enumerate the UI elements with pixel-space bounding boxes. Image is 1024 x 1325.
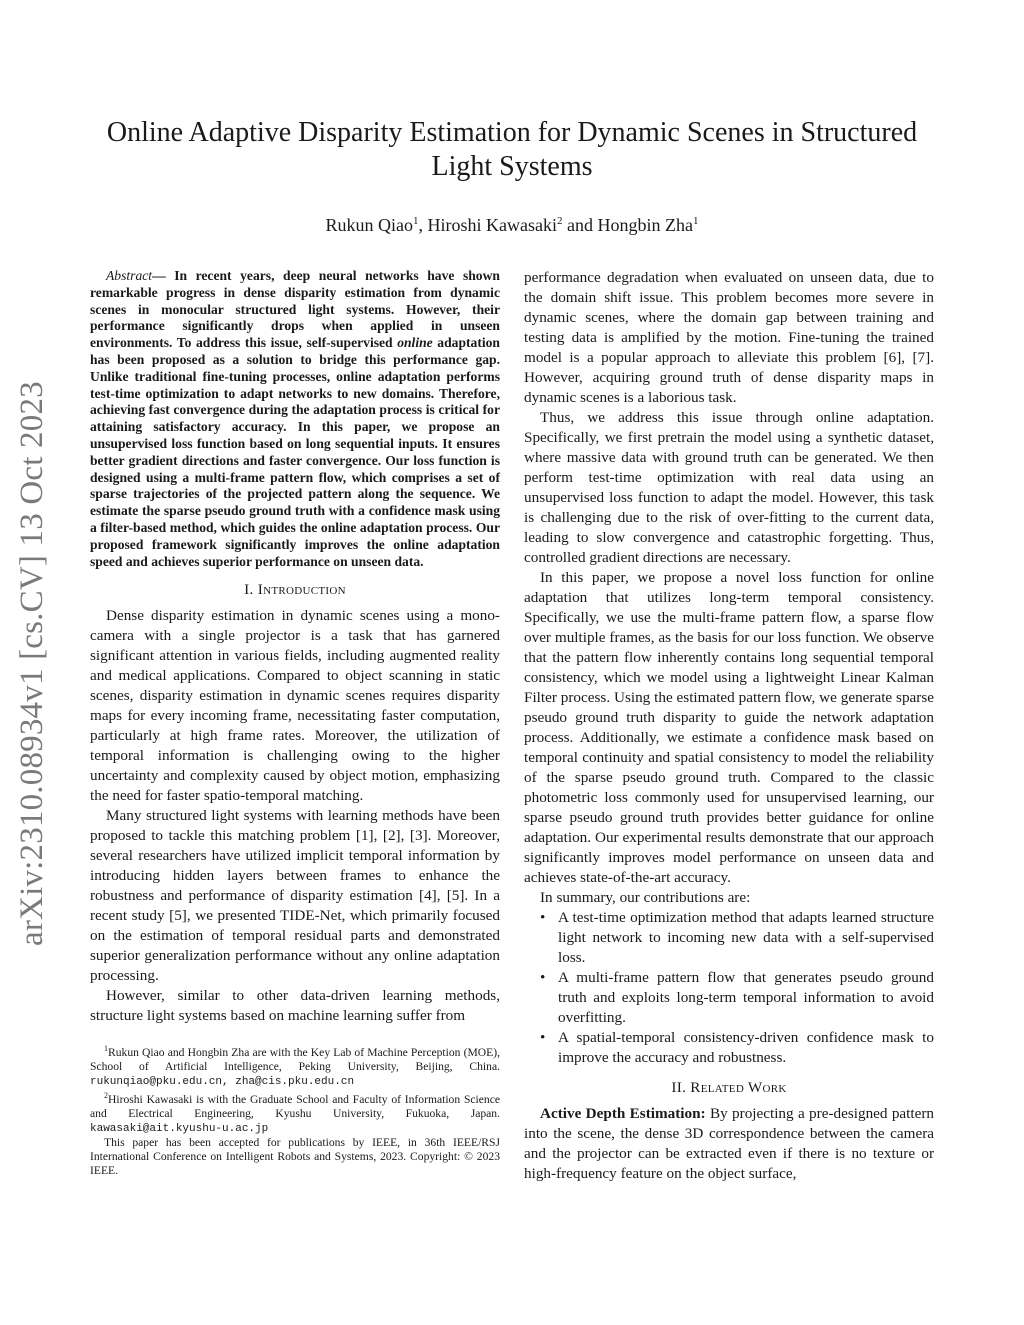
- intro-paragraph-3: However, similar to other data-driven learning methods, structure light systems based on machine learning suffer from: [90, 987, 500, 1025]
- related-paragraph-text: By projecting a pre-designed pattern into the scene, the dense 3D correspondence between the camera and the projector can be extracted even if there is no texture or high-frequency feature on the object surface,: [524, 1105, 935, 1182]
- intro-paragraph-4: performance degradation when evaluated on unseen data, due to the domain shift issue. This problem becomes more severe in dynamic scenes, where the domain gap between training and testing data is amplified by the motion. Fine-tuning the trained model is a popular approach to alleviate this problem [6], [7]. However, acquiring ground truth of dense disparity maps in dynamic scenes is a laborious task.: [524, 269, 934, 406]
- left-column: [90, 268, 500, 1178]
- section-heading-introduction: [90, 580, 500, 600]
- footnote-2-text: Hiroshi Kawasaki is with the Graduate School and Faculty of Information Science and Electrical Engineering, Kyushu University, Fukuoka, Japan.: [90, 1093, 500, 1121]
- author-2-affiliation: 2: [557, 215, 563, 227]
- author-list: [100, 209, 924, 237]
- abstract-text-2: adaptation has been proposed as a solution to bridge this performance gap. Unlike traditional fine-tuning processes, online adaptation performs test-time optimization to adapt networks to new domains. Therefore, achieving fast convergence during the adaptation process is critical for attaining satisfactory accuracy. In this paper, we propose an unsupervised loss function based on long sequential inputs. It ensures better gradient directions and faster convergence. Our loss function is designed using a multi-frame pattern flow, which comprises a set of sparse trajectories of the projected pattern along the sequence. We estimate the sparse pseudo ground truth with a confidence mask using a filter-based method, which guides the online adaptation process. Our proposed framework significantly improves the online adaptation speed and achieves superior performance on unseen data.: [90, 335, 500, 569]
- paper-title: [100, 116, 924, 184]
- author-separator-2: and: [562, 215, 598, 235]
- footnote-1-email[interactable]: rukunqiao@pku.edu.cn, zha@cis.pku.edu.cn: [90, 1076, 355, 1089]
- abstract: [90, 268, 500, 570]
- abstract-italic-word: online: [397, 335, 433, 351]
- contribution-item: • A test-time optimization method that adapts learned structure light network to incoming new data with a self-supervised loss.: [558, 908, 934, 968]
- section-number: II.: [671, 1079, 691, 1096]
- abstract-label: Abstract: [106, 268, 153, 283]
- footnote-2: [90, 1089, 500, 1136]
- author-1-affiliation: 1: [413, 215, 419, 227]
- section-name: Introduction: [257, 581, 346, 599]
- author-3-affiliation: 1: [692, 215, 699, 227]
- paragraph-heading: Active Depth Estimation:: [540, 1105, 706, 1122]
- intro-paragraph-5: Thus, we address this issue through online adaptation. Specifically, we first pretrain the model using a synthetic dataset, where massive data with ground truth can be generated. We then perform test-time optimization with real data using an unsupervised loss function to adapt the model. However, this task is challenging due to the risk of over-fitting to the current data, leading to slow convergence and catastrophic forgetting. Thus, controlled gradient directions are necessary.: [524, 409, 934, 566]
- contribution-item: • A multi-frame pattern flow that generates pseudo ground truth and exploits long-term temporal information to avoid overfitting.: [558, 968, 934, 1028]
- intro-paragraph-2: Many structured light systems with learning methods have been proposed to tackle this matching problem [1], [2], [3]. Moreover, several researchers have utilized implicit temporal information by introducing hidden layers between frames to enhance the robustness and performance of disparity estimation [4], [5]. In a recent study [5], we presented TIDE-Net, which primarily focused on the estimation of temporal residual parts and demonstrated superior generalization performance without any online adaptation processing.: [90, 807, 500, 985]
- section-heading-related-work: [524, 1078, 934, 1098]
- footnote-2-marker: 2: [104, 1091, 108, 1101]
- author-separator-1: ,: [418, 215, 428, 235]
- author-2: Hiroshi Kawasaki: [427, 215, 557, 235]
- right-column: [524, 268, 934, 1184]
- contribution-item: • A spatial-temporal consistency-driven confidence mask to improve the accuracy and robustness.: [558, 1028, 934, 1068]
- title-line-2: Light Systems: [431, 151, 593, 182]
- intro-paragraph-1: Dense disparity estimation in dynamic scenes using a mono-camera with a single projector is a task that has garnered significant attention in various fields, including augmented reality and medical applications. Compared to object scanning in static scenes, disparity estimation in dynamic scenes requires disparity maps for every incoming frame, necessitating faster computation, particularly at high frame rates. Moreover, the utilization of temporal information is challenging owing to the higher uncertainty and complexity caused by object motion, emphasizing the need for faster spatio-temporal matching.: [90, 607, 500, 805]
- author-3: Hongbin Zha: [597, 215, 693, 235]
- abstract-dash: —: [152, 268, 166, 283]
- footnotes: [90, 1042, 500, 1178]
- contributions-list: [524, 908, 934, 1068]
- section-name: Related Work: [690, 1079, 787, 1096]
- section-number: I.: [244, 581, 258, 599]
- contributions-intro: In summary, our contributions are:: [540, 889, 751, 906]
- intro-paragraph-6: In this paper, we propose a novel loss function for online adaptation that utilizes long-term temporal consistency. Specifically, we use the multi-frame pattern flow, a sparse flow over multiple frames, as the basis for our loss function. We observe that the pattern flow inherently contains long sequential temporal consistency, which we model using a lightweight Linear Kalman Filter process. Using the estimated pattern flow, we generate sparse pseudo ground truth disparity to guide the network adaptation process. Additionally, we estimate a confidence mask based on temporal continuity and spatial consistency to model the reliability of the sparse pseudo ground truth. Compared to the classic photometric loss commonly used for unsupervised learning, our sparse pseudo ground truth provides better guidance for online adaptation. Our experimental results demonstrate that our approach significantly improves model performance on unseen data and achieves state-of-the-art accuracy.: [524, 569, 934, 886]
- title-line-1: Online Adaptive Disparity Estimation for Dynamic Scenes in Structured: [106, 117, 918, 148]
- arxiv-identifier: arXiv:2310.08934v1 [cs.CV] 13 Oct 2023: [14, 381, 50, 946]
- footnote-1-text: Rukun Qiao and Hongbin Zha are with the Key Lab of Machine Perception (MOE), School of Artificial Intelligence, Peking University, Beijing, China.: [90, 1046, 500, 1074]
- related-paragraph-1: [524, 1104, 934, 1184]
- abstract-text-1: In recent years, deep neural networks have shown remarkable progress in dense disparity estimation from dynamic scenes in monocular structured light systems. However, their performance significantly drops when applied in unseen environments. To address this issue, self-supervised: [90, 268, 500, 351]
- footnote-1: [90, 1042, 500, 1089]
- footnote-3: This paper has been accepted for publications by IEEE, in 36th IEEE/RSJ International Conference on Intelligent Robots and Systems, 2023. Copyright: © 2023 IEEE.: [90, 1136, 500, 1178]
- footnote-2-email[interactable]: kawasaki@ait.kyushu-u.ac.jp: [90, 1123, 269, 1136]
- footnote-1-marker: 1: [104, 1044, 108, 1054]
- author-1: Rukun Qiao: [325, 215, 414, 235]
